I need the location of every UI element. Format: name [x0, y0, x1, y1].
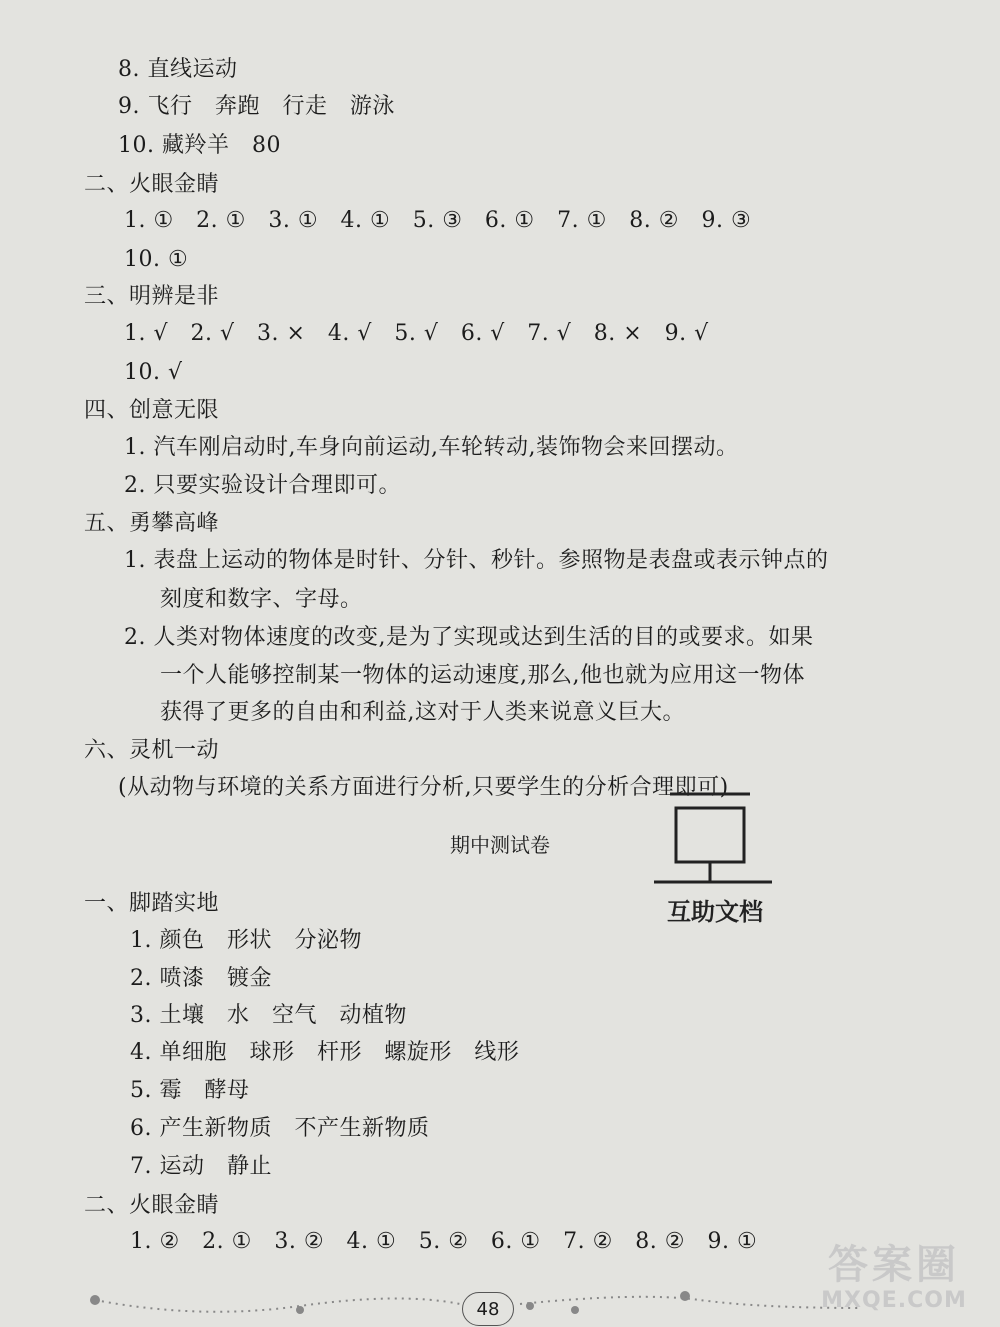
answer-line: 3. 土壤 水 空气 动植物 [130, 1003, 407, 1028]
section-heading: 三、明辨是非 [84, 284, 220, 309]
watermark-title: 答案圈 [828, 1242, 960, 1288]
answer-line: 1. ② 2. ① 3. ② 4. ① 5. ② 6. ① 7. ② 8. ② 9. ① [130, 1229, 758, 1254]
answer-line: 1. ① 2. ① 3. ① 4. ① 5. ③ 6. ① 7. ① 8. ② 9. ③ [124, 208, 752, 233]
answer-line: 1. 颜色 形状 分泌物 [130, 928, 362, 953]
answer-line: 1. √ 2. √ 3. × 4. √ 5. √ 6. √ 7. √ 8. × 9. √ [124, 321, 709, 346]
answer-line: 2. 只要实验设计合理即可。 [124, 473, 401, 498]
section-heading: 一、脚踏实地 [84, 891, 220, 916]
answer-line: 刻度和数字、字母。 [160, 587, 363, 612]
answer-line: 9. 飞行 奔跑 行走 游泳 [118, 94, 395, 119]
answer-line: 10. ① [124, 247, 189, 272]
answer-line: 7. 运动 静止 [130, 1154, 272, 1179]
answer-line: (从动物与环境的关系方面进行分析,只要学生的分析合理即可) [118, 775, 729, 800]
answer-line: 5. 霉 酵母 [130, 1078, 250, 1103]
page-number: 48 [462, 1292, 514, 1326]
answer-line: 1. 表盘上运动的物体是时针、分针、秒针。参照物是表盘或表示钟点的 [124, 548, 829, 573]
section-heading: 二、火眼金睛 [84, 1193, 220, 1218]
section-heading: 六、灵机一动 [84, 738, 220, 763]
answer-line: 1. 汽车刚启动时,车身向前运动,车轮转动,装饰物会来回摆动。 [124, 435, 739, 460]
watermark-logo [794, 1242, 994, 1322]
watermark-url: MXQE.COM [821, 1288, 967, 1313]
answer-line: 10. √ [124, 360, 183, 385]
section-title: 期中测试卷 [450, 833, 550, 857]
section-heading: 四、创意无限 [84, 398, 220, 423]
stamp-logo [640, 780, 790, 950]
answer-line: 2. 人类对物体速度的改变,是为了实现或达到生活的目的或要求。如果 [124, 625, 814, 650]
answer-line: 10. 藏羚羊 80 [118, 133, 281, 158]
answer-line: 2. 喷漆 镀金 [130, 966, 272, 991]
section-heading: 五、勇攀高峰 [84, 511, 220, 536]
answer-line: 6. 产生新物质 不产生新物质 [130, 1116, 430, 1141]
answer-line: 一个人能够控制某一物体的运动速度,那么,他也就为应用这一物体 [160, 663, 805, 688]
answer-line: 4. 单细胞 球形 杆形 螺旋形 线形 [130, 1040, 520, 1065]
answer-line: 8. 直线运动 [118, 57, 238, 82]
section-heading: 二、火眼金睛 [84, 172, 220, 197]
answer-line: 获得了更多的自由和利益,这对于人类来说意义巨大。 [160, 700, 685, 725]
stamp-text: 互助文档 [667, 898, 763, 926]
